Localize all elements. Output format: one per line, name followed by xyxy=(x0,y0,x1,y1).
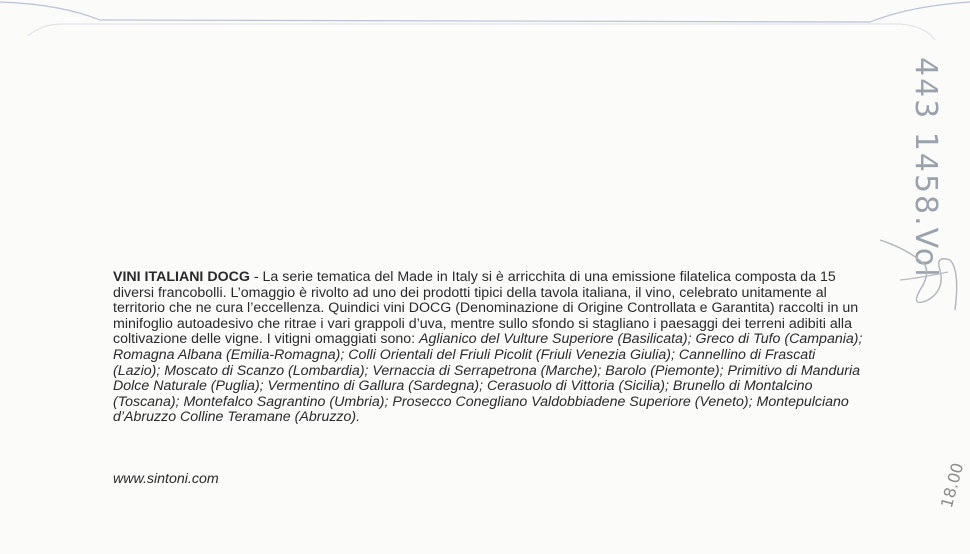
wine-list: Aglianico del Vulture Superiore (Basilicata); Greco di Tufo (Campania); Romagna Albana (Emilia-Romagna); Colli Orientali del Friuli Picolit (Friuli Venezia Giulia); Cannellino di Frascati (Lazio); Moscato di Scanzo (Lombardia); Vernaccia di Serrapetrona (Marche); Barolo (Piemonte); Primitivo di Manduria Dolce Naturale (Puglia); Vermentino di Gallura (Sardegna); Cerasuolo di Vittoria (Sicilia); Brunello di Montalcino (Toscana); Montefalco Sagrantino (Umbria); Prosecco Conegliano Valdobbiadene Superiore (Veneto); Montepulciano d’Abruzzo Colline Teramane (Abruzzo). xyxy=(113,331,863,426)
description-text xyxy=(113,270,865,426)
description-title: VINI ITALIANI DOCG xyxy=(113,269,250,285)
pencil-note-text: 443 1458.Vol xyxy=(908,57,943,279)
website-link[interactable]: www.sintoni.com xyxy=(113,471,219,487)
description-intro: - La serie tematica del Made in Italy si è arricchita di una emissione filatelica composta da 15 diversi francobolli. L’omaggio è rivolto ad uno dei prodotti tipici della tavola italiana, il vino, celebrato unitamente al territorio che ne cura l’eccellenza. Quindici vini DOCG (Denominazione di Origine Controllata e Garantita) raccolti in un minifoglio autoadesivo che ritrae i vari grappoli d’uva, mentre sullo sfondo si stagliano i paesaggi dei terreni adibiti alla coltivazione delle vigne. I vitigni omaggiati sono: xyxy=(113,269,859,348)
envelope-flap-outline xyxy=(0,0,970,60)
pencil-corner-note: 18.00 xyxy=(937,460,968,510)
signature-icon xyxy=(870,220,965,330)
